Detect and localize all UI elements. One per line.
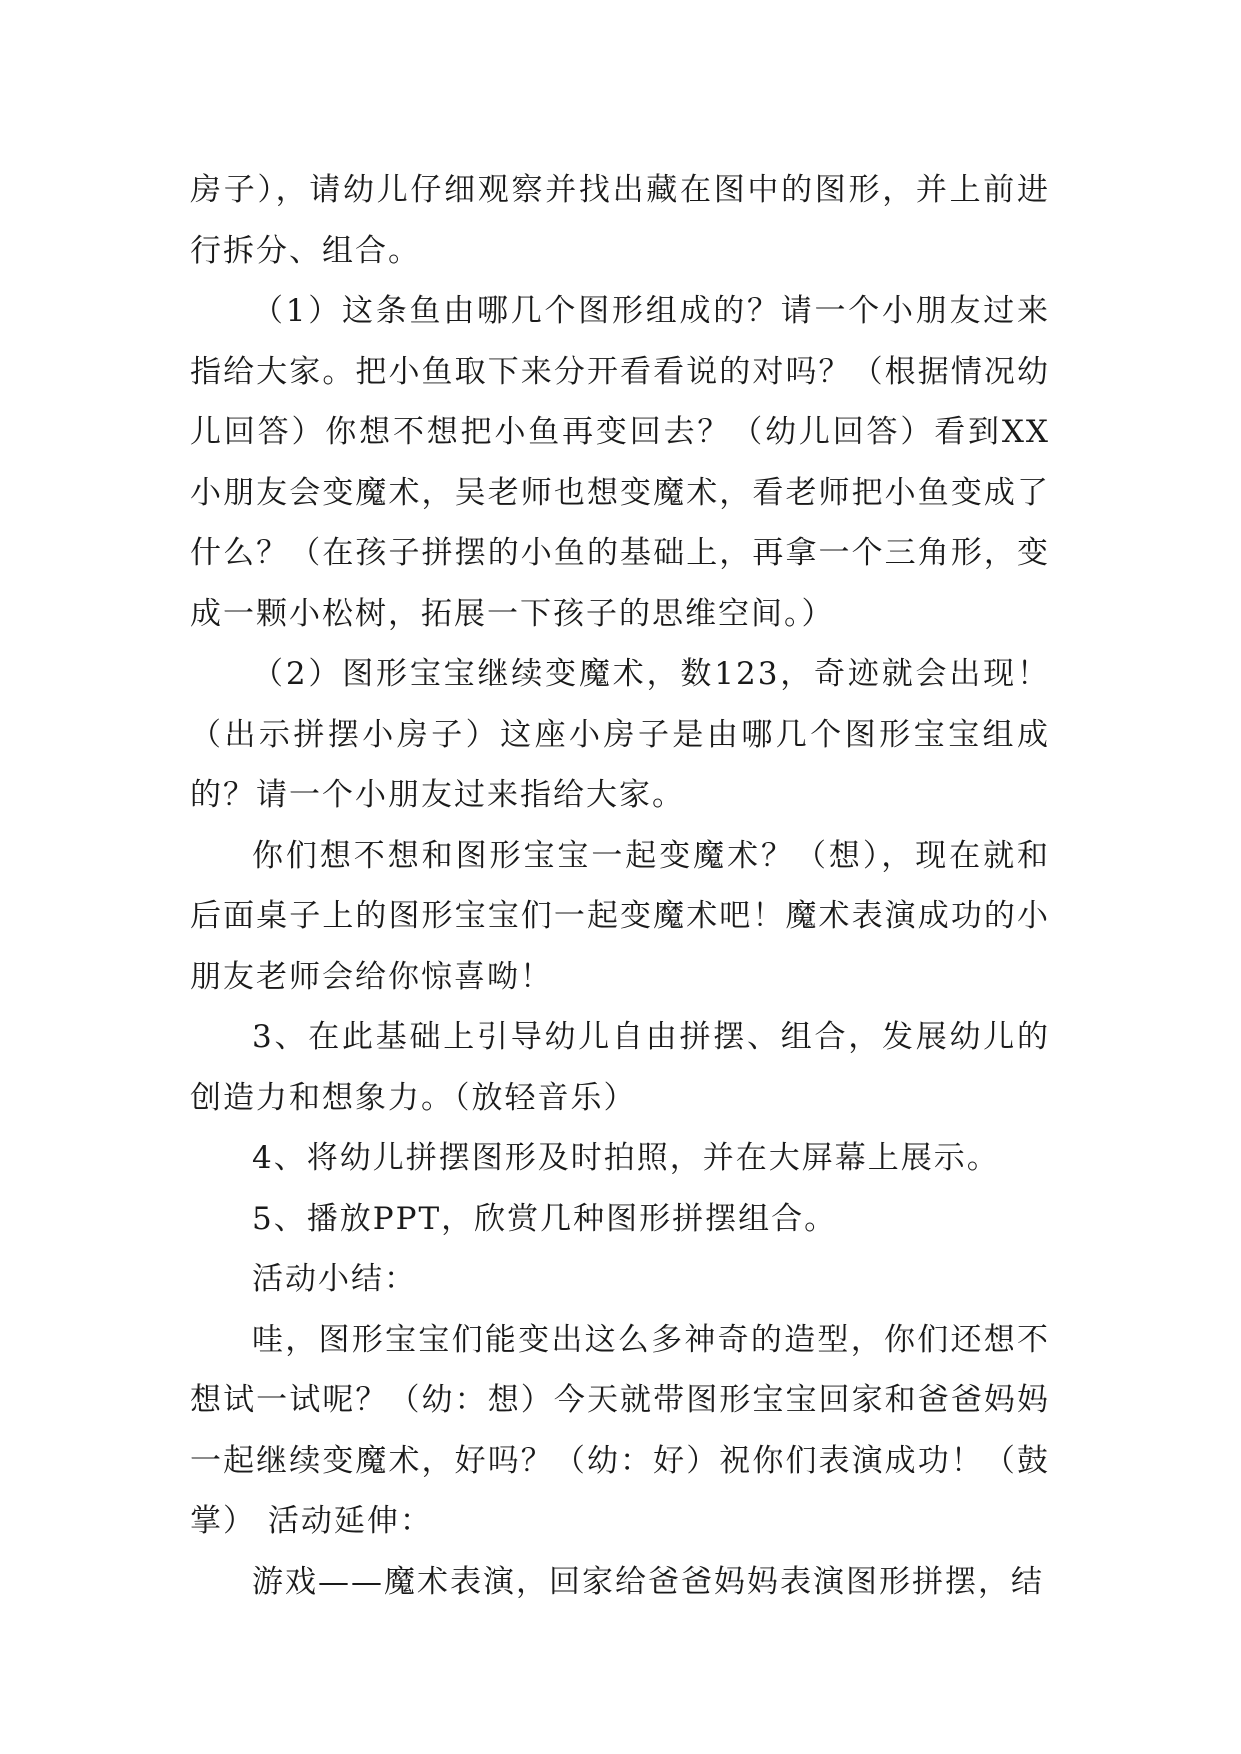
paragraph-summary: 哇，图形宝宝们能变出这么多神奇的造型，你们还想不想试一试呢？（幼：想）今天就带图形宝宝回家和爸爸妈妈一起继续变魔术，好吗？（幼：好）祝你们表演成功！（鼓掌） 活动延伸：	[190, 1321, 1050, 1539]
paragraph-fish-question: （1）这条鱼由哪几个图形组成的？请一个小朋友过来指给大家。把小鱼取下来分开看看说的对吗？（根据情况幼儿回答）你想不想把小鱼再变回去？（幼儿回答）看到XX小朋友会变魔术，吴老师也想变魔术，看老师把小鱼变成了什么？（在孩子拼摆的小鱼的基础上，再拿一个三角形，变成一颗小松树，拓展一下孩子的思维空间。）	[190, 293, 1050, 632]
paragraph-step-4: 4、将幼儿拼摆图形及时拍照，并在大屏幕上展示。	[252, 1140, 1000, 1176]
paragraph-continuation: 房子），请幼儿仔细观察并找出藏在图中的图形，并上前进行拆分、组合。	[190, 172, 1050, 269]
section-heading-summary: 活动小结：	[252, 1261, 417, 1297]
paragraph-step-3: 3、在此基础上引导幼儿自由拼摆、组合，发展幼儿的创造力和想象力。（放轻音乐）	[190, 1019, 1050, 1116]
paragraph-invite-magic: 你们想不想和图形宝宝一起变魔术？（想），现在就和后面桌子上的图形宝宝们一起变魔术吧！魔术表演成功的小朋友老师会给你惊喜呦！	[190, 837, 1050, 995]
paragraph-step-5: 5、播放PPT，欣赏几种图形拼摆组合。	[252, 1200, 838, 1237]
document-body	[190, 160, 1050, 1612]
paragraph-house-magic: （2）图形宝宝继续变魔术，数123，奇迹就会出现！（出示拼摆小房子）这座小房子是由哪几个图形宝宝组成的？请一个小朋友过来指给大家。	[190, 656, 1050, 813]
paragraph-extension-game: 游戏——魔术表演，回家给爸爸妈妈表演图形拼摆，结	[252, 1563, 1044, 1600]
